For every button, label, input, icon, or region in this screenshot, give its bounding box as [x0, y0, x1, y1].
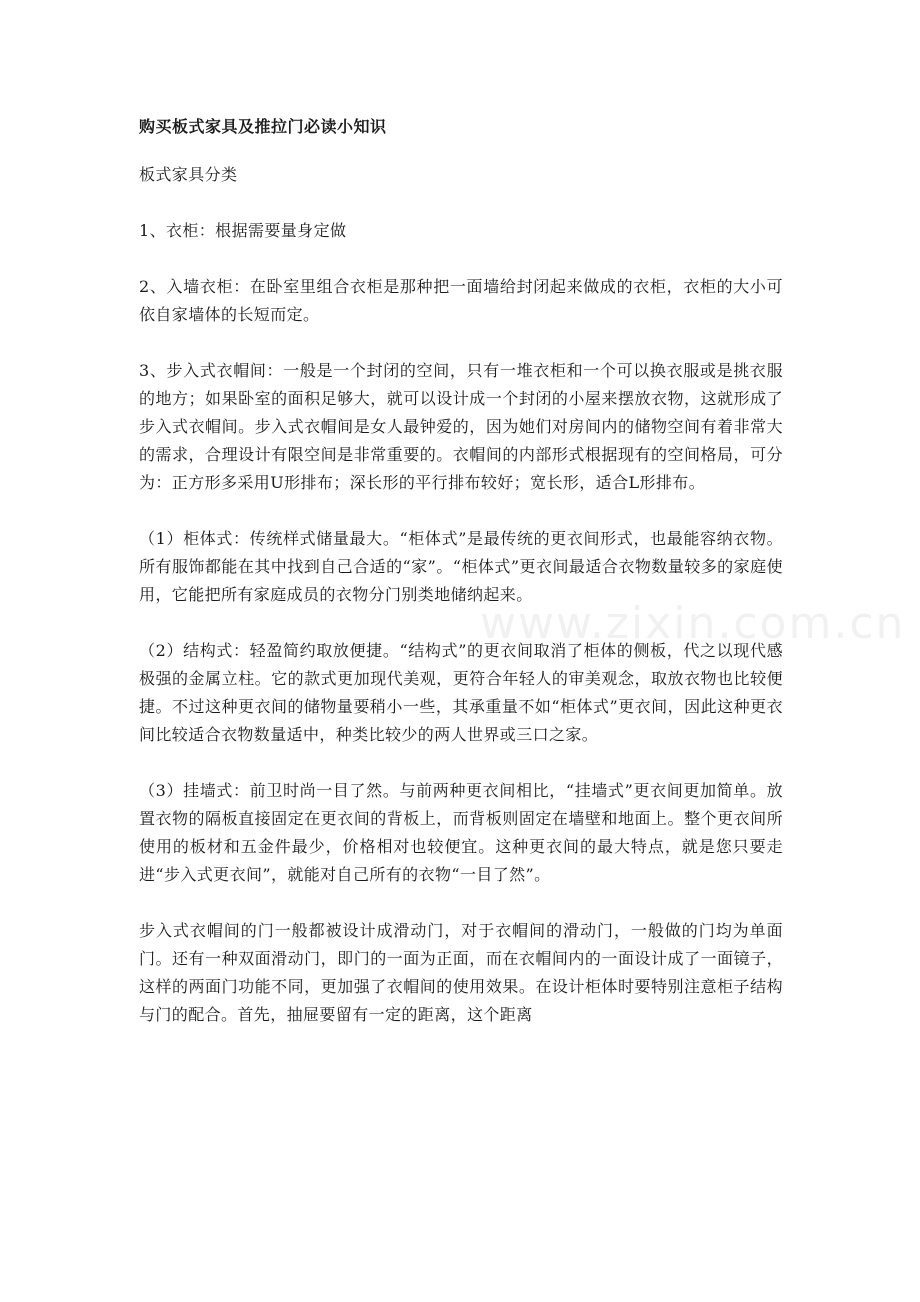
paragraph-wardrobe: 1、衣柜：根据需要量身定做	[139, 221, 347, 240]
paragraph-sliding-door: 步入式衣帽间的门一般都被设计成滑动门，对于衣帽间的滑动门，一般做的门均为单面门。还有一种双面滑动门，即门的一面为正面，而在衣帽间内的一面设计成了一面镜子，这样的两面门功能不同，更加强了衣帽间的使用效果。在设计柜体时要特别注意柜子结构与门的配合。首先，抽屉要留有一定的距离，这个距离	[139, 921, 783, 1024]
document-title: 购买板式家具及推拉门必读小知识	[139, 117, 387, 136]
paragraph-cabinet-style: （1）柜体式：传统样式储量最大。“柜体式”是最传统的更衣间形式，也最能容纳衣物。所有服饰都能在其中找到自己合适的“家”。“柜体式”更衣间最适合衣物数量较多的家庭使用，它能把所有家庭成员的衣物分门别类地储纳起来。	[139, 529, 783, 604]
section-heading: 板式家具分类	[139, 165, 238, 184]
document-page	[139, 113, 783, 1057]
watermark: www.zixin.com.cn	[480, 598, 906, 649]
paragraph-wall-mounted-style: （3）挂墙式：前卫时尚一目了然。与前两种更衣间相比，“挂墙式”更衣间更加简单。放置衣物的隔板直接固定在更衣间的背板上，而背板则固定在墙壁和地面上。整个更衣间所使用的板材和五金件最少，价格相对也较便宜。这种更衣间的最大特点，就是您只要走进“步入式更衣间”，就能对自己所有的衣物“一目了然”。	[139, 781, 783, 884]
paragraph-built-in-wardrobe: 2、入墙衣柜：在卧室里组合衣柜是那种把一面墙给封闭起来做成的衣柜，衣柜的大小可依自家墙体的长短而定。	[139, 277, 783, 324]
paragraph-walk-in-closet: 3、步入式衣帽间：一般是一个封闭的空间，只有一堆衣柜和一个可以换衣服或是挑衣服的地方；如果卧室的面积足够大，就可以设计成一个封闭的小屋来摆放衣物，这就形成了步入式衣帽间。步入式衣帽间是女人最钟爱的，因为她们对房间内的储物空间有着非常大的需求，合理设计有限空间是非常重要的。衣帽间的内部形式根据现有的空间格局，可分为：正方形多采用U形排布；深长形的平行排布较好；宽长形，适合L形排布。	[139, 361, 783, 492]
paragraph-structural-style: （2）结构式：轻盈简约取放便捷。“结构式”的更衣间取消了柜体的侧板，代之以现代感极强的金属立柱。它的款式更加现代美观，更符合年轻人的审美观念，取放衣物也比较便捷。不过这种更衣间的储物量要稍小一些，其承重量不如“柜体式”更衣间，因此这种更衣间比较适合衣物数量适中，种类比较少的两人世界或三口之家。	[139, 641, 783, 744]
